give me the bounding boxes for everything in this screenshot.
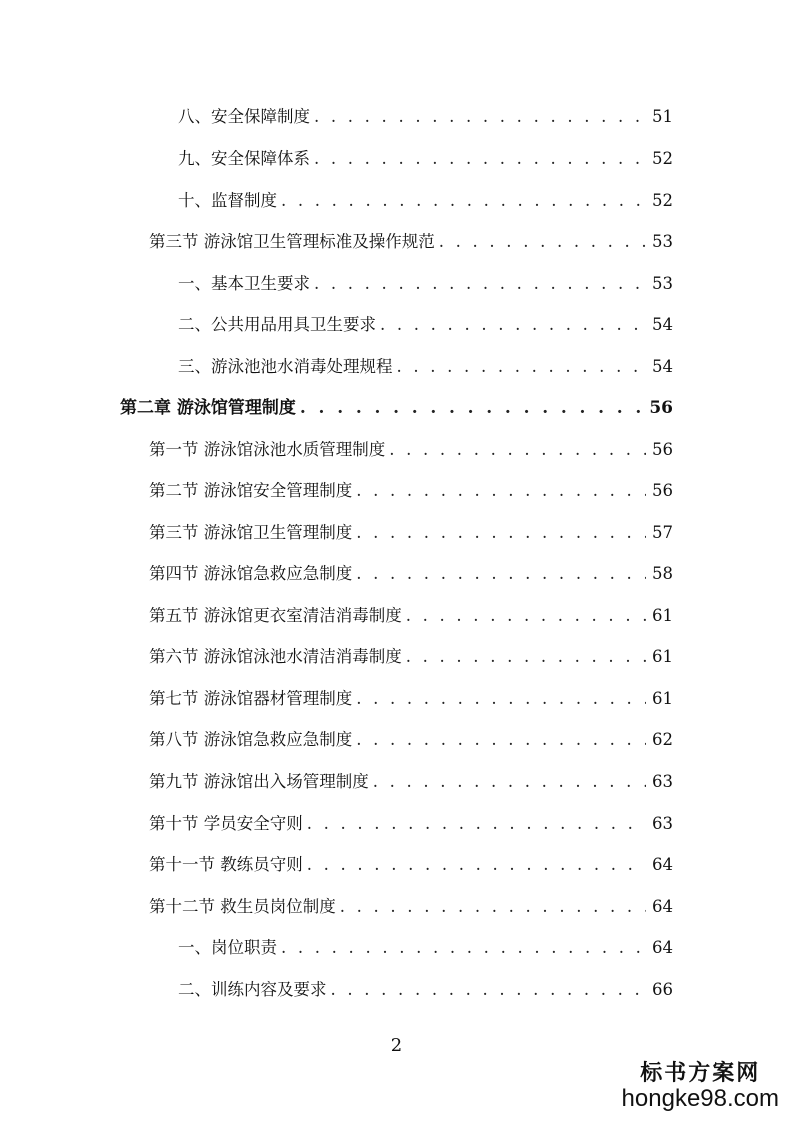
toc-entry[interactable] (178, 106, 673, 128)
toc-entry-page: 64 (652, 855, 673, 874)
toc-entry-title: 九、安全保障体系 (178, 149, 310, 168)
dot-leader (314, 148, 646, 170)
toc-entry-title: 第十二节 救生员岗位制度 (149, 897, 336, 916)
dot-leader (406, 605, 646, 627)
toc-entry-title: 一、岗位职责 (178, 938, 277, 957)
dot-leader (389, 439, 646, 461)
toc-entry[interactable] (149, 854, 673, 876)
toc-entry-page: 52 (652, 191, 673, 210)
toc-entry-page: 61 (652, 689, 673, 708)
toc-entry-page: 53 (652, 232, 673, 251)
dot-leader (356, 480, 646, 502)
toc-entry[interactable] (149, 688, 673, 710)
toc-entry[interactable] (149, 771, 673, 793)
toc-chapter-entry[interactable] (120, 397, 673, 419)
toc-entry-page: 61 (652, 606, 673, 625)
dot-leader (314, 273, 646, 295)
toc-entry[interactable] (178, 148, 673, 170)
toc-entry-title: 第十一节 教练员守则 (149, 855, 303, 874)
toc-entry-page: 54 (652, 357, 673, 376)
toc-entry[interactable] (149, 605, 673, 627)
toc-entry-title: 第五节 游泳馆更衣室清洁消毒制度 (149, 606, 402, 625)
dot-leader (281, 190, 646, 212)
toc-entry[interactable] (149, 729, 673, 751)
toc-entry-title: 第二节 游泳馆安全管理制度 (149, 481, 353, 500)
dot-leader (307, 854, 646, 876)
toc-entry-title: 二、训练内容及要求 (178, 980, 327, 999)
toc-entry-title: 第二章 游泳馆管理制度 (120, 398, 296, 418)
toc-entry[interactable] (149, 439, 673, 461)
dot-leader (397, 356, 647, 378)
watermark-title: 标书方案网 (640, 1060, 761, 1087)
toc-entry-page: 63 (652, 814, 673, 833)
toc-entry[interactable] (178, 190, 673, 212)
toc-entry-title: 第三节 游泳馆卫生管理制度 (149, 523, 353, 542)
toc-entry-title: 第四节 游泳馆急救应急制度 (149, 564, 353, 583)
toc-entry-page: 57 (652, 523, 673, 542)
toc-entry-page: 63 (652, 772, 673, 791)
toc-entry-page: 58 (652, 564, 673, 583)
toc-entry-title: 十、监督制度 (178, 191, 277, 210)
toc-entry[interactable] (178, 356, 673, 378)
dot-leader (356, 688, 646, 710)
toc-entry-page: 56 (649, 398, 673, 418)
toc-entry-title: 第三节 游泳馆卫生管理标准及操作规范 (149, 232, 435, 251)
dot-leader (380, 314, 646, 336)
toc-entry-page: 66 (652, 980, 673, 999)
toc-entry[interactable] (149, 896, 673, 918)
toc-entry-page: 62 (652, 730, 673, 749)
page-number: 2 (390, 1035, 403, 1056)
watermark-url: hongke98.com (621, 1084, 779, 1112)
toc-entry[interactable] (178, 314, 673, 336)
toc-entry-page: 54 (652, 315, 673, 334)
toc-entry-title: 三、游泳池池水消毒处理规程 (178, 357, 393, 376)
toc-entry-page: 56 (652, 440, 673, 459)
toc-entry[interactable] (149, 813, 673, 835)
dot-leader (439, 231, 646, 253)
toc-entry-title: 第八节 游泳馆急救应急制度 (149, 730, 353, 749)
toc-entry-page: 61 (652, 647, 673, 666)
dot-leader (314, 106, 646, 128)
toc-entry-page: 64 (652, 938, 673, 957)
dot-leader (356, 563, 646, 585)
dot-leader (300, 397, 643, 419)
toc-entry-page: 64 (652, 897, 673, 916)
toc-entry[interactable] (178, 937, 673, 959)
watermark-logo (622, 1061, 779, 1112)
toc-entry-page: 52 (652, 149, 673, 168)
toc-entry-title: 第七节 游泳馆器材管理制度 (149, 689, 353, 708)
dot-leader (356, 729, 646, 751)
toc-entry[interactable] (178, 979, 673, 1001)
toc-entry-page: 51 (652, 107, 673, 126)
toc-entry-title: 八、安全保障制度 (178, 107, 310, 126)
dot-leader (307, 813, 646, 835)
toc-entry-title: 二、公共用品用具卫生要求 (178, 315, 376, 334)
toc-entry-title: 第九节 游泳馆出入场管理制度 (149, 772, 369, 791)
toc-entry-title: 一、基本卫生要求 (178, 274, 310, 293)
toc-entry-page: 56 (652, 481, 673, 500)
dot-leader (356, 522, 646, 544)
toc-entry-title: 第六节 游泳馆泳池水清洁消毒制度 (149, 647, 402, 666)
toc-entry[interactable] (178, 273, 673, 295)
toc-entry-page: 53 (652, 274, 673, 293)
toc-entry[interactable] (149, 646, 673, 668)
toc-entry-title: 第十节 学员安全守则 (149, 814, 303, 833)
toc-entry[interactable] (149, 563, 673, 585)
toc-entry-title: 第一节 游泳馆泳池水质管理制度 (149, 440, 386, 459)
dot-leader (331, 979, 647, 1001)
dot-leader (281, 937, 646, 959)
dot-leader (406, 646, 646, 668)
toc-entry[interactable] (149, 522, 673, 544)
dot-leader (373, 771, 646, 793)
toc-entry[interactable] (149, 480, 673, 502)
toc-entry[interactable] (149, 231, 673, 253)
dot-leader (340, 896, 646, 918)
